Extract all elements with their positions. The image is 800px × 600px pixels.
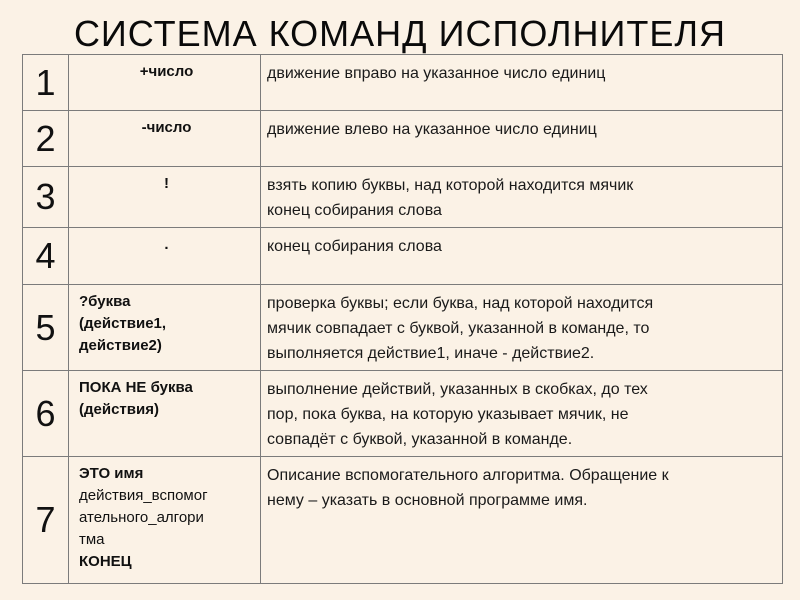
- description-text: нему – указать в основной программе имя.: [267, 492, 588, 509]
- table-row: [23, 167, 783, 228]
- description-text: конец собирания слова: [267, 202, 442, 219]
- page-title: СИСТЕМА КОМАНД ИСПОЛНИТЕЛЯ: [73, 13, 727, 54]
- table-row: [23, 285, 783, 371]
- description-cell: [261, 285, 783, 371]
- table-row: [23, 111, 783, 167]
- description-text: совпадёт с буквой, указанной в команде.: [267, 431, 573, 448]
- command-text: +число: [139, 63, 194, 80]
- command-text: тма: [79, 531, 105, 548]
- description-text: взять копию буквы, над которой находится мячик: [267, 177, 634, 194]
- command-text: действия_вспомог: [79, 487, 208, 504]
- table-row: [23, 457, 783, 584]
- row-number: 5: [23, 285, 69, 371]
- command-tail: КОНЕЦ: [79, 553, 132, 570]
- table-row: [23, 228, 783, 285]
- description-text: выполняется действие1, иначе - действие2.: [267, 345, 595, 362]
- command-text: действие2): [79, 337, 162, 354]
- command-cell: [69, 167, 261, 228]
- description-text: движение влево на указанное число единиц: [267, 121, 597, 138]
- description-cell: [261, 228, 783, 285]
- command-cell: [69, 55, 261, 111]
- row-number: 1: [23, 55, 69, 111]
- description-cell: [261, 55, 783, 111]
- description-text: проверка буквы; если буква, над которой находится: [267, 295, 654, 312]
- command-head: ЭТО имя: [79, 465, 144, 482]
- description-text: движение вправо на указанное число единиц: [267, 65, 606, 82]
- command-cell: [69, 457, 261, 584]
- command-text: ?буква: [79, 293, 131, 310]
- command-text: ательного_алгори: [79, 509, 204, 526]
- command-cell: [69, 228, 261, 285]
- description-cell: [261, 167, 783, 228]
- description-text: Описание вспомогательного алгоритма. Обращение к: [267, 467, 669, 484]
- description-text: мячик совпадает с буквой, указанной в команде, то: [267, 320, 650, 337]
- description-text: конец собирания слова: [267, 238, 442, 255]
- table-row: [23, 55, 783, 111]
- command-cell: [69, 371, 261, 457]
- table-row: [23, 371, 783, 457]
- row-number: 3: [23, 167, 69, 228]
- command-text: !: [164, 175, 169, 192]
- command-cell: [69, 285, 261, 371]
- row-number: 7: [23, 457, 69, 584]
- description-text: пор, пока буква, на которую указывает мячик, не: [267, 406, 629, 423]
- command-text: -число: [141, 119, 192, 136]
- description-cell: [261, 111, 783, 167]
- command-text: .: [164, 236, 169, 253]
- command-text: ПОКА НЕ буква: [79, 379, 193, 396]
- row-number: 4: [23, 228, 69, 285]
- command-text: (действия): [79, 401, 159, 418]
- command-cell: [69, 111, 261, 167]
- description-cell: [261, 371, 783, 457]
- command-text: (действие1,: [79, 315, 167, 332]
- description-cell: [261, 457, 783, 584]
- row-number: 2: [23, 111, 69, 167]
- command-table: [22, 54, 783, 584]
- description-text: выполнение действий, указанных в скобках, до тех: [267, 381, 648, 398]
- row-number: 6: [23, 371, 69, 457]
